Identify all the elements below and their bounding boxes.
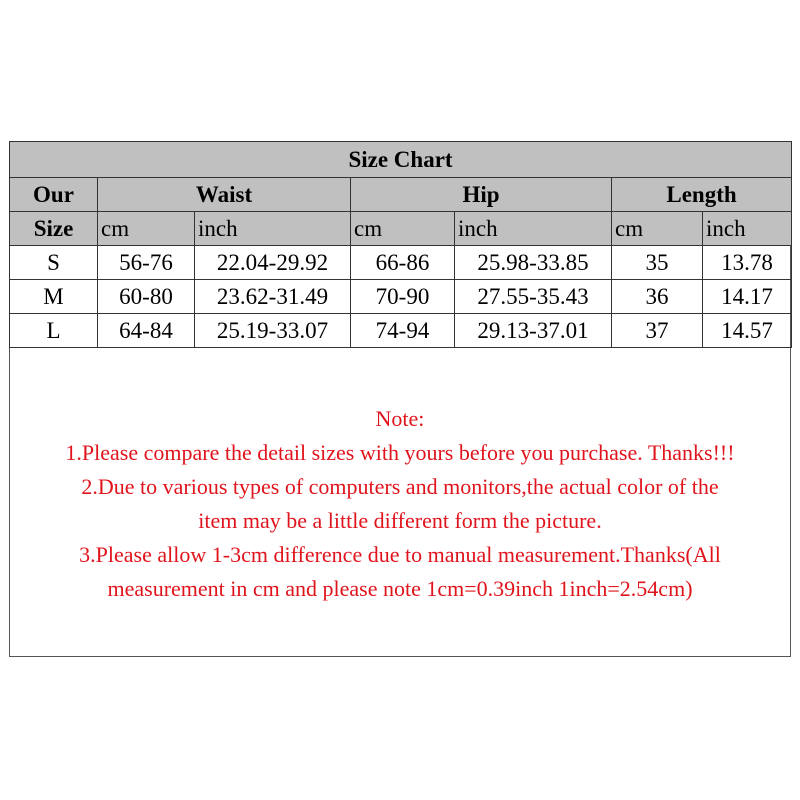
waist-inch-cell: 25.19-33.07 <box>195 314 351 348</box>
note-line: 1.Please compare the detail sizes with yours before you purchase. Thanks!!! <box>65 440 735 465</box>
note-line: 2.Due to various types of computers and monitors,the actual color of the <box>81 474 719 499</box>
hip-cm-cell: 74-94 <box>351 314 455 348</box>
our-size-header-top: Our <box>10 178 98 212</box>
notes-section <box>9 402 791 606</box>
length-cm-header: cm <box>612 212 703 246</box>
note-line: measurement in cm and please note 1cm=0.39inch 1inch=2.54cm) <box>107 576 693 601</box>
table-row <box>10 314 792 348</box>
size-chart-table <box>9 141 792 348</box>
table-row <box>10 246 792 280</box>
length-header: Length <box>612 178 792 212</box>
length-cm-cell: 37 <box>612 314 703 348</box>
hip-cm-cell: 70-90 <box>351 280 455 314</box>
chart-title: Size Chart <box>10 142 792 178</box>
waist-inch-cell: 22.04-29.92 <box>195 246 351 280</box>
size-cell: S <box>10 246 98 280</box>
waist-header: Waist <box>98 178 351 212</box>
our-size-header-bottom: Size <box>10 212 98 246</box>
hip-cm-header: cm <box>351 212 455 246</box>
hip-inch-cell: 27.55-35.43 <box>455 280 612 314</box>
note-heading: Note: <box>375 406 425 431</box>
waist-cm-cell: 64-84 <box>98 314 195 348</box>
note-line: item may be a little different form the picture. <box>198 508 602 533</box>
title-row <box>10 142 792 178</box>
hip-header: Hip <box>351 178 612 212</box>
length-cm-cell: 36 <box>612 280 703 314</box>
header-row-groups <box>10 178 792 212</box>
hip-inch-header: inch <box>455 212 612 246</box>
hip-inch-cell: 29.13-37.01 <box>455 314 612 348</box>
length-cm-cell: 35 <box>612 246 703 280</box>
size-cell: M <box>10 280 98 314</box>
waist-cm-cell: 56-76 <box>98 246 195 280</box>
waist-inch-header: inch <box>195 212 351 246</box>
waist-cm-header: cm <box>98 212 195 246</box>
waist-inch-cell: 23.62-31.49 <box>195 280 351 314</box>
table-row <box>10 280 792 314</box>
hip-inch-cell: 25.98-33.85 <box>455 246 612 280</box>
length-inch-cell: 14.57 <box>703 314 792 348</box>
length-inch-cell: 13.78 <box>703 246 792 280</box>
size-cell: L <box>10 314 98 348</box>
hip-cm-cell: 66-86 <box>351 246 455 280</box>
note-line: 3.Please allow 1-3cm difference due to manual measurement.Thanks(All <box>79 542 721 567</box>
length-inch-header: inch <box>703 212 792 246</box>
header-row-units <box>10 212 792 246</box>
length-inch-cell: 14.17 <box>703 280 792 314</box>
waist-cm-cell: 60-80 <box>98 280 195 314</box>
